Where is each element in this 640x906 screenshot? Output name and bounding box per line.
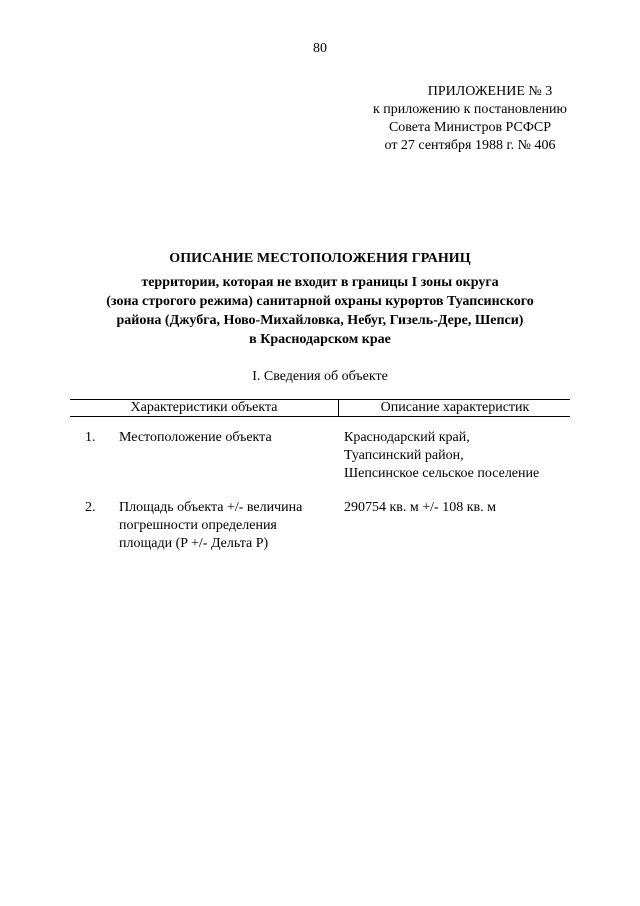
characteristic-line: Местоположение объекта [119, 430, 272, 445]
description-line: Шепсинское сельское поселение [344, 466, 540, 481]
appendix-block [320, 83, 620, 155]
characteristic-line: погрешности определения [119, 518, 277, 533]
row-description [344, 499, 570, 517]
row-number: 1. [85, 430, 96, 445]
characteristic-line: площади (P +/- Дельта P) [119, 536, 269, 551]
description-line: 290754 кв. м +/- 108 кв. м [344, 500, 496, 515]
table-header [70, 399, 570, 417]
description-line: Краснодарский край, [344, 430, 470, 445]
object-info-table [70, 399, 570, 551]
subtitle-line: территории, которая не входит в границы I зоны округа [141, 275, 499, 290]
column-header-description: Описание характеристик [338, 400, 571, 416]
row-characteristic [119, 499, 334, 553]
document-title: ОПИСАНИЕ МЕСТОПОЛОЖЕНИЯ ГРАНИЦ [169, 251, 471, 266]
row-description [344, 429, 570, 483]
page-number: 80 [313, 41, 327, 56]
row-number: 2. [85, 500, 96, 515]
appendix-line: от 27 сентября 1988 г. № 406 [384, 138, 556, 153]
row-characteristic [119, 429, 334, 447]
column-header-characteristics: Характеристики объекта [130, 400, 278, 415]
description-line: Туапсинский район, [344, 448, 464, 463]
appendix-title: ПРИЛОЖЕНИЕ № 3 [427, 84, 553, 99]
characteristic-line: Площадь объекта +/- величина [119, 500, 303, 515]
appendix-line: Совета Министров РСФСР [388, 120, 552, 135]
document-subtitle [0, 273, 640, 349]
section-heading: I. Сведения об объекте [252, 369, 388, 384]
appendix-line: к приложению к постановлению [373, 102, 567, 117]
subtitle-line: в Краснодарском крае [249, 332, 391, 347]
subtitle-line: (зона строгого режима) санитарной охраны курортов Туапсинского [106, 294, 534, 309]
subtitle-line: района (Джубга, Ново-Михайловка, Небуг, Гизель-Дере, Шепси) [116, 313, 524, 328]
